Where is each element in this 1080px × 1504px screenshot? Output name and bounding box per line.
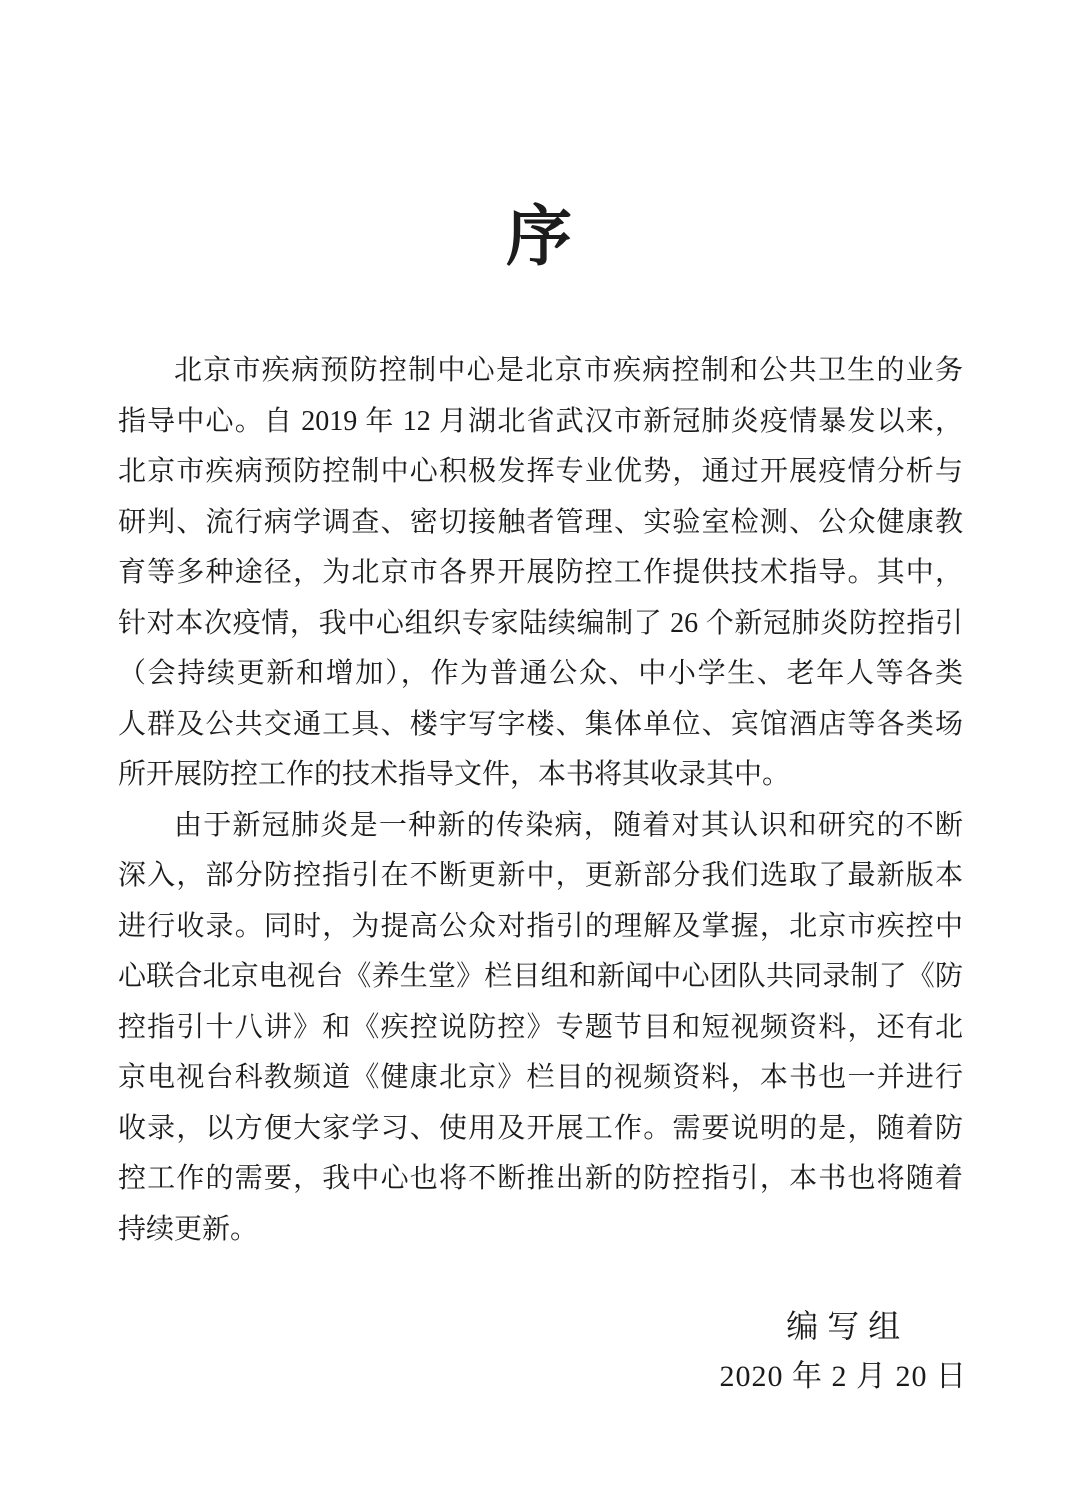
text-line: 心联合北京电视台《养生堂》栏目组和新闻中心团队共同录制了《防 [118,961,963,992]
signature-name: 编写组 [786,1308,910,1344]
text-line: 京电视台科教频道《健康北京》栏目的视频资料，本书也一并进行 [118,1062,963,1093]
text-line: 针对本次疫情，我中心组织专家陆续编制了 26 个新冠肺炎防控指引 [118,607,963,639]
page-title: 序 [506,199,574,273]
text-line: （会持续更新和增加），作为普通公众、中小学生、老年人等各类 [118,658,963,689]
text-line: 育等多种途径，为北京市各界开展防控工作提供技术指导。其中， [118,557,963,588]
text-line: 持续更新。 [118,1213,259,1245]
text-line: 研判、流行病学调查、密切接触者管理、实验室检测、公众健康教 [118,506,963,538]
text-line: 所开展防控工作的技术指导文件，本书将其收录其中。 [118,759,791,790]
text-line: 深入，部分防控指引在不断更新中，更新部分我们选取了最新版本 [118,860,963,891]
text-line: 控工作的需要，我中心也将不断推出新的防控指引，本书也将随着 [118,1163,963,1194]
text-line: 收录，以方便大家学习、使用及开展工作。需要说明的是，随着防 [118,1112,963,1144]
signature-block [720,1307,968,1396]
text-line: 指导中心。自 2019 年 12 月湖北省武汉市新冠肺炎疫情暴发以来， [118,405,963,437]
text-line: 控指引十八讲》和《疾控说防控》专题节目和短视频资料，还有北 [118,1011,963,1043]
text-line: 由于新冠肺炎是一种新的传染病，随着对其认识和研究的不断 [174,809,963,841]
body-text [118,346,963,1255]
text-line: 北京市疾病预防控制中心是北京市疾病控制和公共卫生的业务 [174,355,963,386]
text-line: 北京市疾病预防控制中心积极发挥专业优势，通过开展疫情分析与 [118,456,963,487]
text-line: 进行收录。同时，为提高公众对指引的理解及掌握，北京市疾控中 [118,910,963,942]
text-line: 人群及公共交通工具、楼宇写字楼、集体单位、宾馆酒店等各类场 [118,708,963,740]
signature-date: 2020 年 2 月 20 日 [719,1360,967,1393]
